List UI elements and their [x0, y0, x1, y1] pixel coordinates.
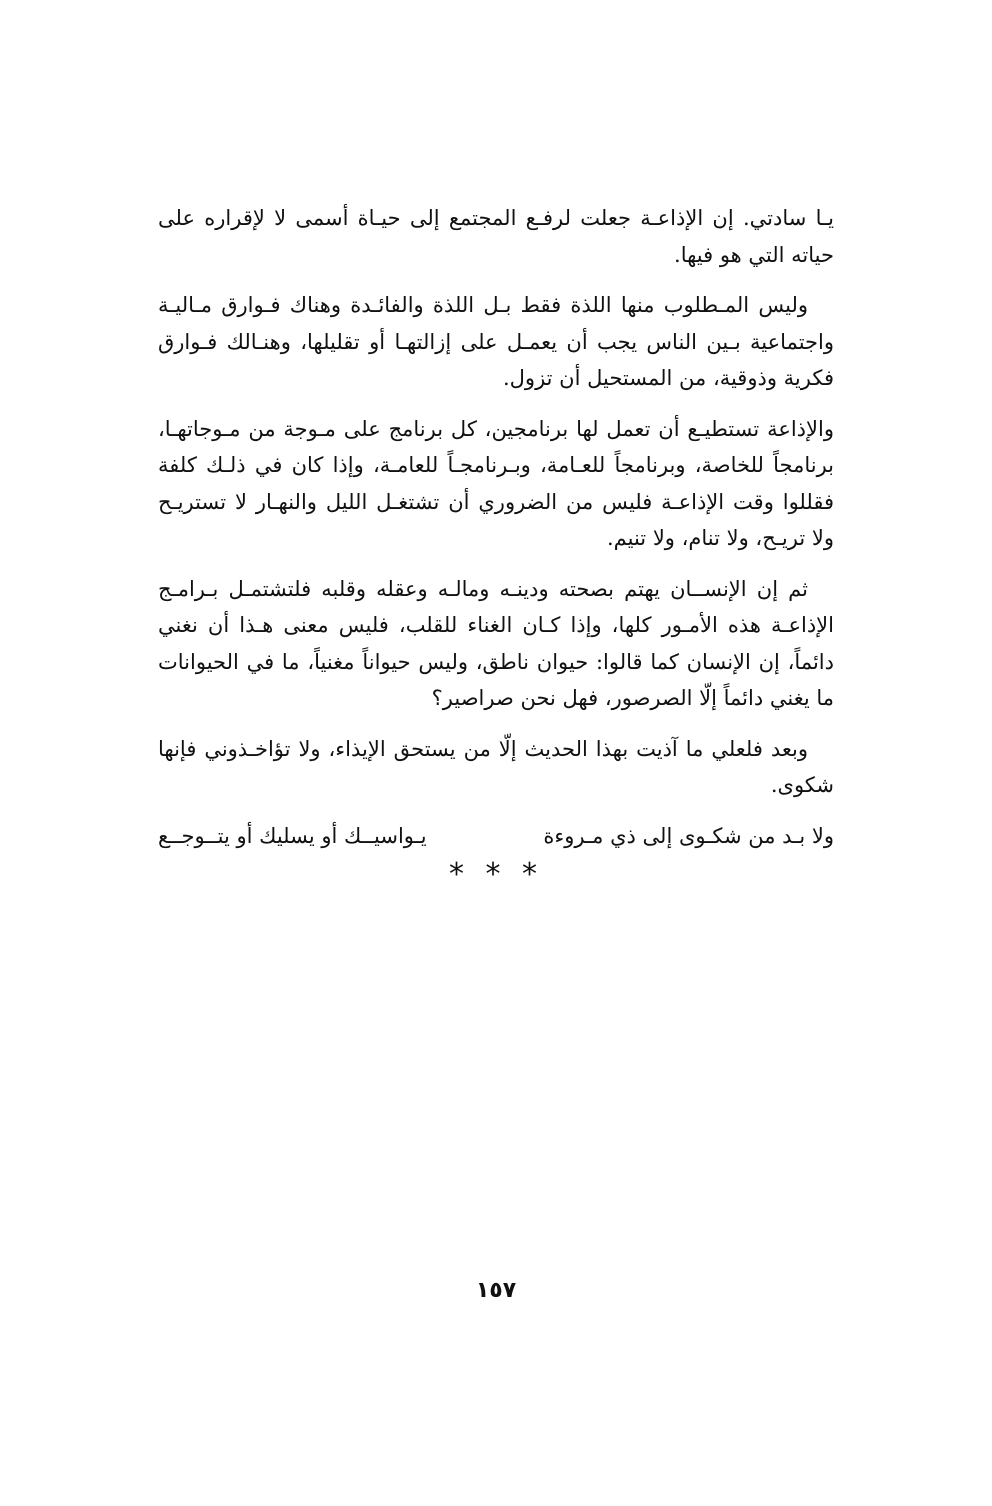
paragraph-1: يـا سادتي. إن الإذاعـة جعلت لرفـع المجتمع إلى حيـاة أسمى لا لإقراره على حياته التي هو فيها. [158, 206, 834, 267]
page-number: ١٥٧ [475, 1278, 517, 1303]
section-separator: * * * [448, 857, 544, 892]
poetry-verse [158, 818, 834, 855]
paragraph-3: والإذاعة تستطيـع أن تعمل لها برنامجين، كل برنامج على مـوجة من مـوجاتهـا، برنامجاً للخاصة، وبرنامجاً للعـامة، وبـرنامجـاً للعامـة، وإذا كان في ذلـك كلفة فقللوا وقت الإذاعـة فليس من الضروري أن تشتغـل الليل والنهـار لا تستريـح ولا تريـح، ولا تنام، ولا تنيم. [158, 416, 834, 550]
paragraph-5: وبعد فلعلي ما آذيت بهذا الحديث إلّا من يستحق الإيذاء، ولا تؤاخـذوني فإنها شكوى. [158, 736, 834, 797]
body-text [158, 200, 834, 890]
paragraph-4: ثم إن الإنســان يهتم بصحته ودينـه ومالـه وعقله وقلبه فلتشتمـل بـرامـج الإذاعـة هذه الأمـور كلها، وإذا كـان الغناء للقلب، فليس معنى هـذا أن نغني دائماً، إن الإنسان كما قالوا: حيوان ناطق، وليس حيواناً مغنياً، ما في الحيوانات ما يغني دائماً إلّا الصرصور، فهل نحن صراصير؟ [158, 576, 834, 710]
paragraph-2: وليس المـطلوب منها اللذة فقط بـل اللذة والفائـدة وهناك فـوارق مـاليـة واجتماعية بـين الناس يجب أن يعمـل على إزالتهـا أو تقليلها، وهنـالك فـوارق فكرية وذوقية، من المستحيل أن تزول. [158, 293, 834, 390]
verse-second-hemistich: يـواسيــك أو يسليك أو يتــوجــع [158, 823, 427, 848]
verse-first-hemistich: ولا بـد من شكـوى إلى ذي مـروءة [543, 823, 834, 848]
